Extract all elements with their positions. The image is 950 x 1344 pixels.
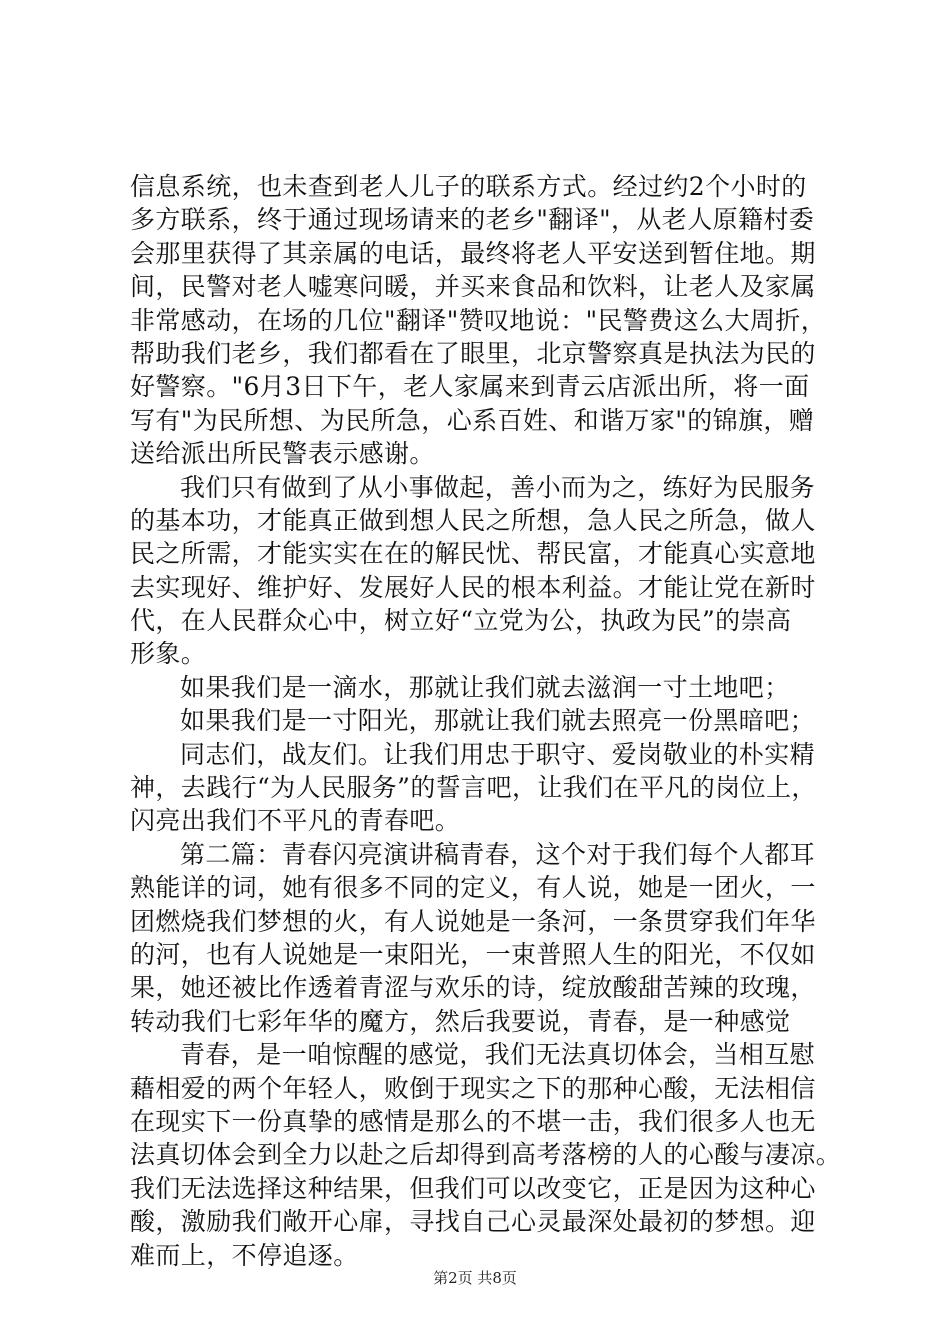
text-line: 难而上，不停追逐。 — [130, 1240, 359, 1270]
text-line: 第二篇：青春闪亮演讲稿青春，这个对于我们每个人都耳 — [180, 839, 816, 869]
text-line: 民之所需，才能实实在在的解民忧、帮民富，才能真心实意地 — [130, 539, 816, 569]
text-line: 写有"为民所想、为民所急，心系百姓、和谐万家"的锦旗，赠 — [130, 405, 815, 435]
text-line: 间，民警对老人嘘寒问暖，并买来食品和饮料，让老人及家属 — [130, 272, 816, 302]
text-line: 果，她还被比作透着青涩与欢乐的诗，绽放酸甜苦辣的玫瑰， — [130, 973, 816, 1003]
text-line: 我们只有做到了从小事做起，善小而为之，练好为民服务 — [180, 472, 816, 502]
text-line: 如果我们是一滴水，那就让我们就去滋润一寸土地吧； — [180, 672, 790, 702]
text-line: 形象。 — [130, 639, 207, 669]
text-line: 法真切体会到全力以赴之后却得到高考落榜的人的心酸与凄凉。 — [130, 1140, 842, 1170]
text-line: 酸，激励我们敞开心扉，寻找自己心灵最深处最初的梦想。迎 — [130, 1207, 816, 1237]
text-line: 闪亮出我们不平凡的青春吧。 — [130, 806, 461, 836]
page-footer: 第2页 共8页 — [433, 1269, 517, 1287]
text-line: 熟能详的词，她有很多不同的定义，有人说，她是一团火，一 — [130, 873, 816, 903]
text-line: 好警察。"6月3日下午，老人家属来到青云店派出所，将一面 — [130, 372, 810, 402]
text-line: 转动我们七彩年华的魔方，然后我要说，青春，是一种感觉 — [130, 1006, 791, 1036]
text-line: 的河，也有人说她是一束阳光，一束普照人生的阳光，不仅如 — [130, 939, 816, 969]
text-line: 非常感动，在场的几位"翻译"赞叹地说："民警费这么大周折， — [130, 305, 827, 335]
text-line: 帮助我们老乡，我们都看在了眼里，北京警察真是执法为民的 — [130, 338, 816, 368]
text-line: 送给派出所民警表示感谢。 — [130, 439, 435, 469]
text-line: 在现实下一份真挚的感情是那么的不堪一击，我们很多人也无 — [130, 1106, 816, 1136]
text-line: 青春，是一咱惊醒的感觉，我们无法真切体会，当相互慰 — [180, 1040, 816, 1070]
text-line: 藉相爱的两个年轻人，败倒于现实之下的那种心酸，无法相信 — [130, 1073, 816, 1103]
text-line: 神，去践行“为人民服务”的誓言吧，让我们在平凡的岗位上， — [130, 773, 817, 803]
text-line: 如果我们是一寸阳光，那就让我们就去照亮一份黑暗吧； — [180, 706, 816, 736]
text-line: 我们无法选择这种结果，但我们可以改变它，正是因为这种心 — [130, 1173, 816, 1203]
text-line: 去实现好、维护好、发展好人民的根本利益。才能让党在新时 — [130, 572, 816, 602]
body-text — [130, 170, 842, 1272]
text-line: 的基本功，才能真正做到想人民之所想，急人民之所急，做人 — [130, 505, 816, 535]
text-line: 同志们，战友们。让我们用忠于职守、爱岗敬业的朴实精 — [180, 739, 816, 769]
text-line: 多方联系，终于通过现场请来的老乡"翻译"，从老人原籍村委 — [130, 205, 815, 235]
text-line: 团燃烧我们梦想的火，有人说她是一条河，一条贯穿我们年华 — [130, 906, 816, 936]
text-line: 代，在人民群众心中，树立好“立党为公，执政为民”的崇高 — [130, 606, 792, 636]
text-line: 信息系统，也未查到老人儿子的联系方式。经过约2个小时的 — [130, 172, 807, 201]
text-line: 会那里获得了其亲属的电话，最终将老人平安送到暂住地。期 — [130, 238, 816, 268]
